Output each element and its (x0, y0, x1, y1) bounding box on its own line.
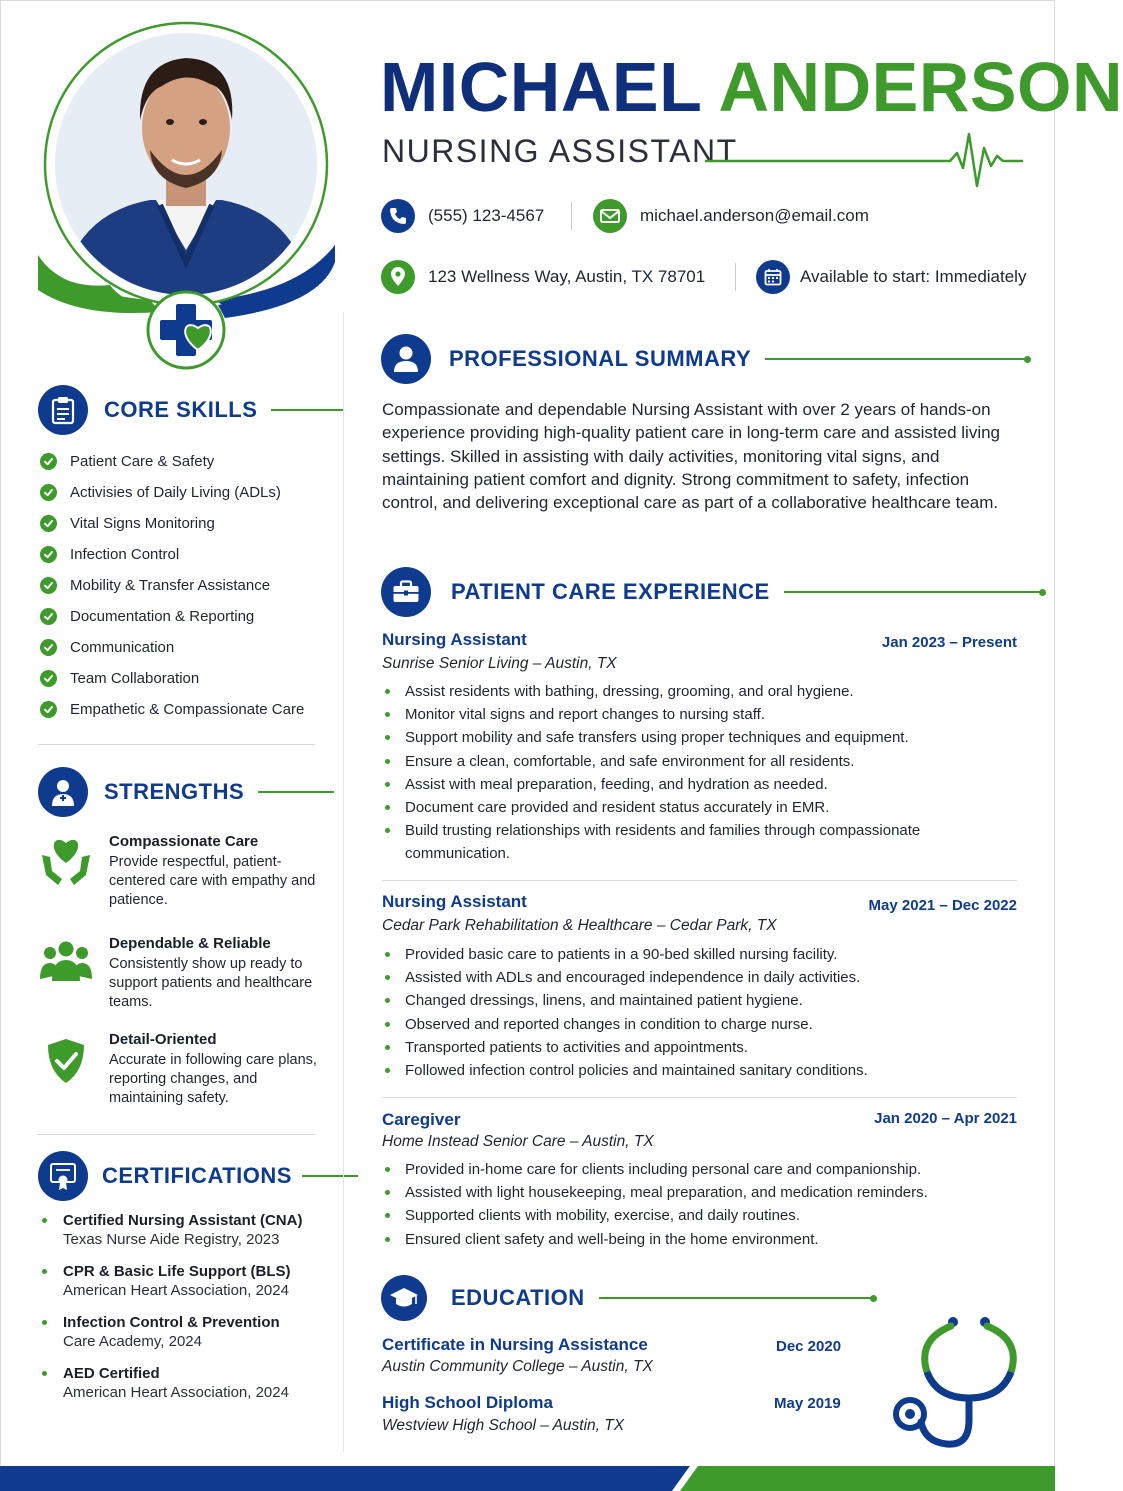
experience-rule-dot (1039, 589, 1046, 596)
job-bullet: Monitor vital signs and report changes to nursing staff. (385, 703, 1005, 726)
footer-band (0, 1466, 1055, 1491)
certification-name: AED Certified (63, 1365, 160, 1382)
core-skills-heading: CORE SKILLS (104, 397, 258, 422)
certification-item (40, 1212, 330, 1263)
job-bullet: Changed dressings, linens, and maintained patient hygiene. (385, 989, 1005, 1012)
job-bullets (385, 943, 1005, 1082)
left-divider (38, 744, 315, 745)
skill-item (40, 570, 330, 601)
address: 123 Wellness Way, Austin, TX 78701 (428, 267, 706, 286)
checkmark-icon (40, 484, 57, 501)
shield-check-icon (38, 1031, 94, 1087)
skill-label: Communication (70, 639, 175, 656)
stethoscope-icon (885, 1310, 1025, 1455)
certification-item (40, 1314, 330, 1365)
education-date: Dec 2020 (776, 1338, 842, 1355)
checkmark-icon (40, 546, 57, 563)
job-dates: Jan 2020 – Apr 2021 (874, 1110, 1017, 1127)
contact-availability (756, 260, 1026, 294)
clipboard-icon (38, 385, 88, 435)
job-bullet: Followed infection control policies and maintained sanitary conditions. (385, 1059, 1005, 1082)
certifications-header (38, 1151, 358, 1201)
experience-header (381, 567, 1046, 617)
skill-label: Activisies of Daily Living (ADLs) (70, 484, 281, 501)
education-degree: Certificate in Nursing Assistance (382, 1335, 648, 1354)
education-rule-dot (870, 1295, 877, 1302)
certificate-icon (38, 1151, 88, 1201)
skill-item (40, 446, 330, 477)
job-bullet: Assist with meal preparation, feeding, and hydration as needed. (385, 773, 1005, 796)
calendar-icon (756, 260, 790, 294)
strengths-header (38, 767, 334, 817)
summary-rule (765, 358, 1027, 360)
job-position: Nursing Assistant (382, 630, 527, 649)
certification-name: Certified Nursing Assistant (CNA) (63, 1212, 303, 1229)
contact-separator (735, 263, 736, 291)
first-name: MICHAEL (380, 48, 702, 126)
education-heading: EDUCATION (451, 1285, 585, 1310)
phone-icon (381, 199, 415, 233)
certifications-rule (302, 1175, 358, 1177)
team-icon (38, 935, 94, 991)
candidate-name (380, 50, 1123, 124)
checkmark-icon (40, 701, 57, 718)
core-skills-header (38, 385, 343, 435)
checkmark-icon (40, 639, 57, 656)
briefcase-icon (381, 567, 431, 617)
strengths-heading: STRENGTHS (104, 779, 245, 804)
contact-email[interactable] (593, 199, 869, 233)
checkmark-icon (40, 515, 57, 532)
education-date: May 2019 (774, 1395, 841, 1412)
strength-text: Consistently show up ready to support patients and healthcare teams. (109, 956, 313, 1010)
experience-rule (784, 591, 1042, 593)
job-dates: Jan 2023 – Present (881, 634, 1017, 651)
location-pin-icon (381, 260, 415, 294)
checkmark-icon (40, 608, 57, 625)
checkmark-icon (40, 453, 57, 470)
phone-number: (555) 123-4567 (428, 206, 545, 225)
hands-heart-icon (38, 833, 94, 889)
experience-heading: PATIENT CARE EXPERIENCE (451, 579, 770, 604)
skill-item (40, 508, 330, 539)
certifications-list (40, 1212, 330, 1416)
core-skills-rule (271, 409, 343, 411)
strength-text: Provide respectful, patient-centered care with empathy and patience. (109, 854, 316, 908)
summary-heading: PROFESSIONAL SUMMARY (449, 346, 752, 371)
left-divider (38, 1134, 315, 1135)
strength-title: Dependable & Reliable (109, 935, 271, 952)
certification-org: Texas Nurse Aide Registry, 2023 (63, 1231, 280, 1248)
job-bullet: Assisted with ADLs and encouraged independence in daily activities. (385, 966, 1005, 989)
job-bullet: Ensure a clean, comfortable, and safe environment for all residents. (385, 750, 1005, 773)
skill-item (40, 539, 330, 570)
profile-photo (0, 0, 370, 380)
job-bullet: Document care provided and resident status accurately in EMR. (385, 796, 1005, 819)
skill-item (40, 477, 330, 508)
job-bullet: Supported clients with mobility, exercise, and daily routines. (385, 1204, 1005, 1227)
job-bullet: Ensured client safety and well-being in the home environment. (385, 1228, 1005, 1251)
job-company: Home Instead Senior Care – Austin, TX (382, 1133, 654, 1150)
certification-item (40, 1365, 330, 1416)
summary-text: Compassionate and dependable Nursing Assistant with over 2 years of hands-on experience providing high-quality patient care in long-term care and assisted living settings. Skilled in assisting with daily activities, monitoring vital signs, and maintaining patient comfort and dignity. Strong commitment to safety, infection control, and delivering exceptional care as part of a collaborative healthcare team. (382, 400, 1001, 513)
email-address: michael.anderson@email.com (640, 206, 869, 225)
job-bullets (385, 680, 1005, 866)
skill-label: Vital Signs Monitoring (70, 515, 215, 532)
job-bullet: Transported patients to activities and appointments. (385, 1036, 1005, 1059)
skill-label: Patient Care & Safety (70, 453, 215, 470)
email-icon (593, 199, 627, 233)
certification-name: Infection Control & Prevention (63, 1314, 280, 1331)
skill-item (40, 663, 330, 694)
job-bullet: Build trusting relationships with residents and families through compassionate communication. (385, 819, 1005, 865)
checkmark-icon (40, 577, 57, 594)
education-header (381, 1275, 877, 1321)
certification-org: Care Academy, 2024 (63, 1333, 202, 1350)
certification-org: American Heart Association, 2024 (63, 1282, 289, 1299)
person-icon (381, 334, 431, 384)
contact-separator (571, 202, 572, 230)
strength-title: Compassionate Care (109, 833, 259, 850)
column-divider (343, 312, 344, 1452)
job-divider (382, 1097, 1017, 1098)
graduation-cap-icon (381, 1275, 427, 1321)
job-title: NURSING ASSISTANT (382, 133, 738, 169)
job-bullet: Support mobility and safe transfers using proper techniques and equipment. (385, 726, 1005, 749)
skill-label: Infection Control (70, 546, 180, 563)
skill-label: Documentation & Reporting (70, 608, 255, 625)
job-bullet: Assisted with light housekeeping, meal preparation, and medication reminders. (385, 1181, 1005, 1204)
skill-item (40, 694, 330, 725)
last-name: ANDERSON (718, 48, 1123, 126)
checkmark-icon (40, 670, 57, 687)
strength-text: Accurate in following care plans, reporting changes, and maintaining safety. (109, 1052, 317, 1106)
job-bullet: Assist residents with bathing, dressing, grooming, and oral hygiene. (385, 680, 1005, 703)
contact-address (381, 260, 705, 294)
certification-item (40, 1263, 330, 1314)
job-bullet: Provided in-home care for clients including personal care and companionship. (385, 1158, 1005, 1181)
skill-label: Team Collaboration (70, 670, 200, 687)
contact-phone[interactable] (381, 199, 544, 233)
job-position: Caregiver (382, 1110, 461, 1129)
strengths-rule (258, 791, 334, 793)
job-divider (382, 880, 1017, 881)
nurse-icon (38, 767, 88, 817)
job-dates: May 2021 – Dec 2022 (868, 897, 1017, 914)
skill-item (40, 601, 330, 632)
education-school: Westview High School – Austin, TX (382, 1417, 625, 1434)
skill-item (40, 632, 330, 663)
skill-label: Empathetic & Compassionate Care (70, 701, 305, 718)
summary-header (381, 334, 1031, 384)
summary-rule-dot (1024, 356, 1031, 363)
skill-label: Mobility & Transfer Assistance (70, 577, 271, 594)
availability: Available to start: Immediately (800, 267, 1027, 286)
strength-item (38, 833, 328, 910)
job-bullets (385, 1158, 1005, 1251)
job-position: Nursing Assistant (382, 892, 527, 911)
heartbeat-line-icon (705, 128, 1025, 190)
strength-item (38, 1031, 328, 1108)
education-degree: High School Diploma (382, 1393, 553, 1412)
certifications-heading: CERTIFICATIONS (102, 1163, 292, 1188)
education-school: Austin Community College – Austin, TX (382, 1358, 653, 1375)
strength-item (38, 935, 328, 1012)
job-bullet: Observed and reported changes in condition to charge nurse. (385, 1013, 1005, 1036)
job-company: Cedar Park Rehabilitation & Healthcare – Cedar Park, TX (382, 917, 777, 934)
strength-title: Detail-Oriented (109, 1031, 217, 1048)
education-rule (599, 1297, 873, 1299)
certification-org: American Heart Association, 2024 (63, 1384, 289, 1401)
core-skills-list (40, 446, 330, 725)
certification-name: CPR & Basic Life Support (BLS) (63, 1263, 291, 1280)
job-bullet: Provided basic care to patients in a 90-bed skilled nursing facility. (385, 943, 1005, 966)
job-company: Sunrise Senior Living – Austin, TX (382, 655, 617, 672)
